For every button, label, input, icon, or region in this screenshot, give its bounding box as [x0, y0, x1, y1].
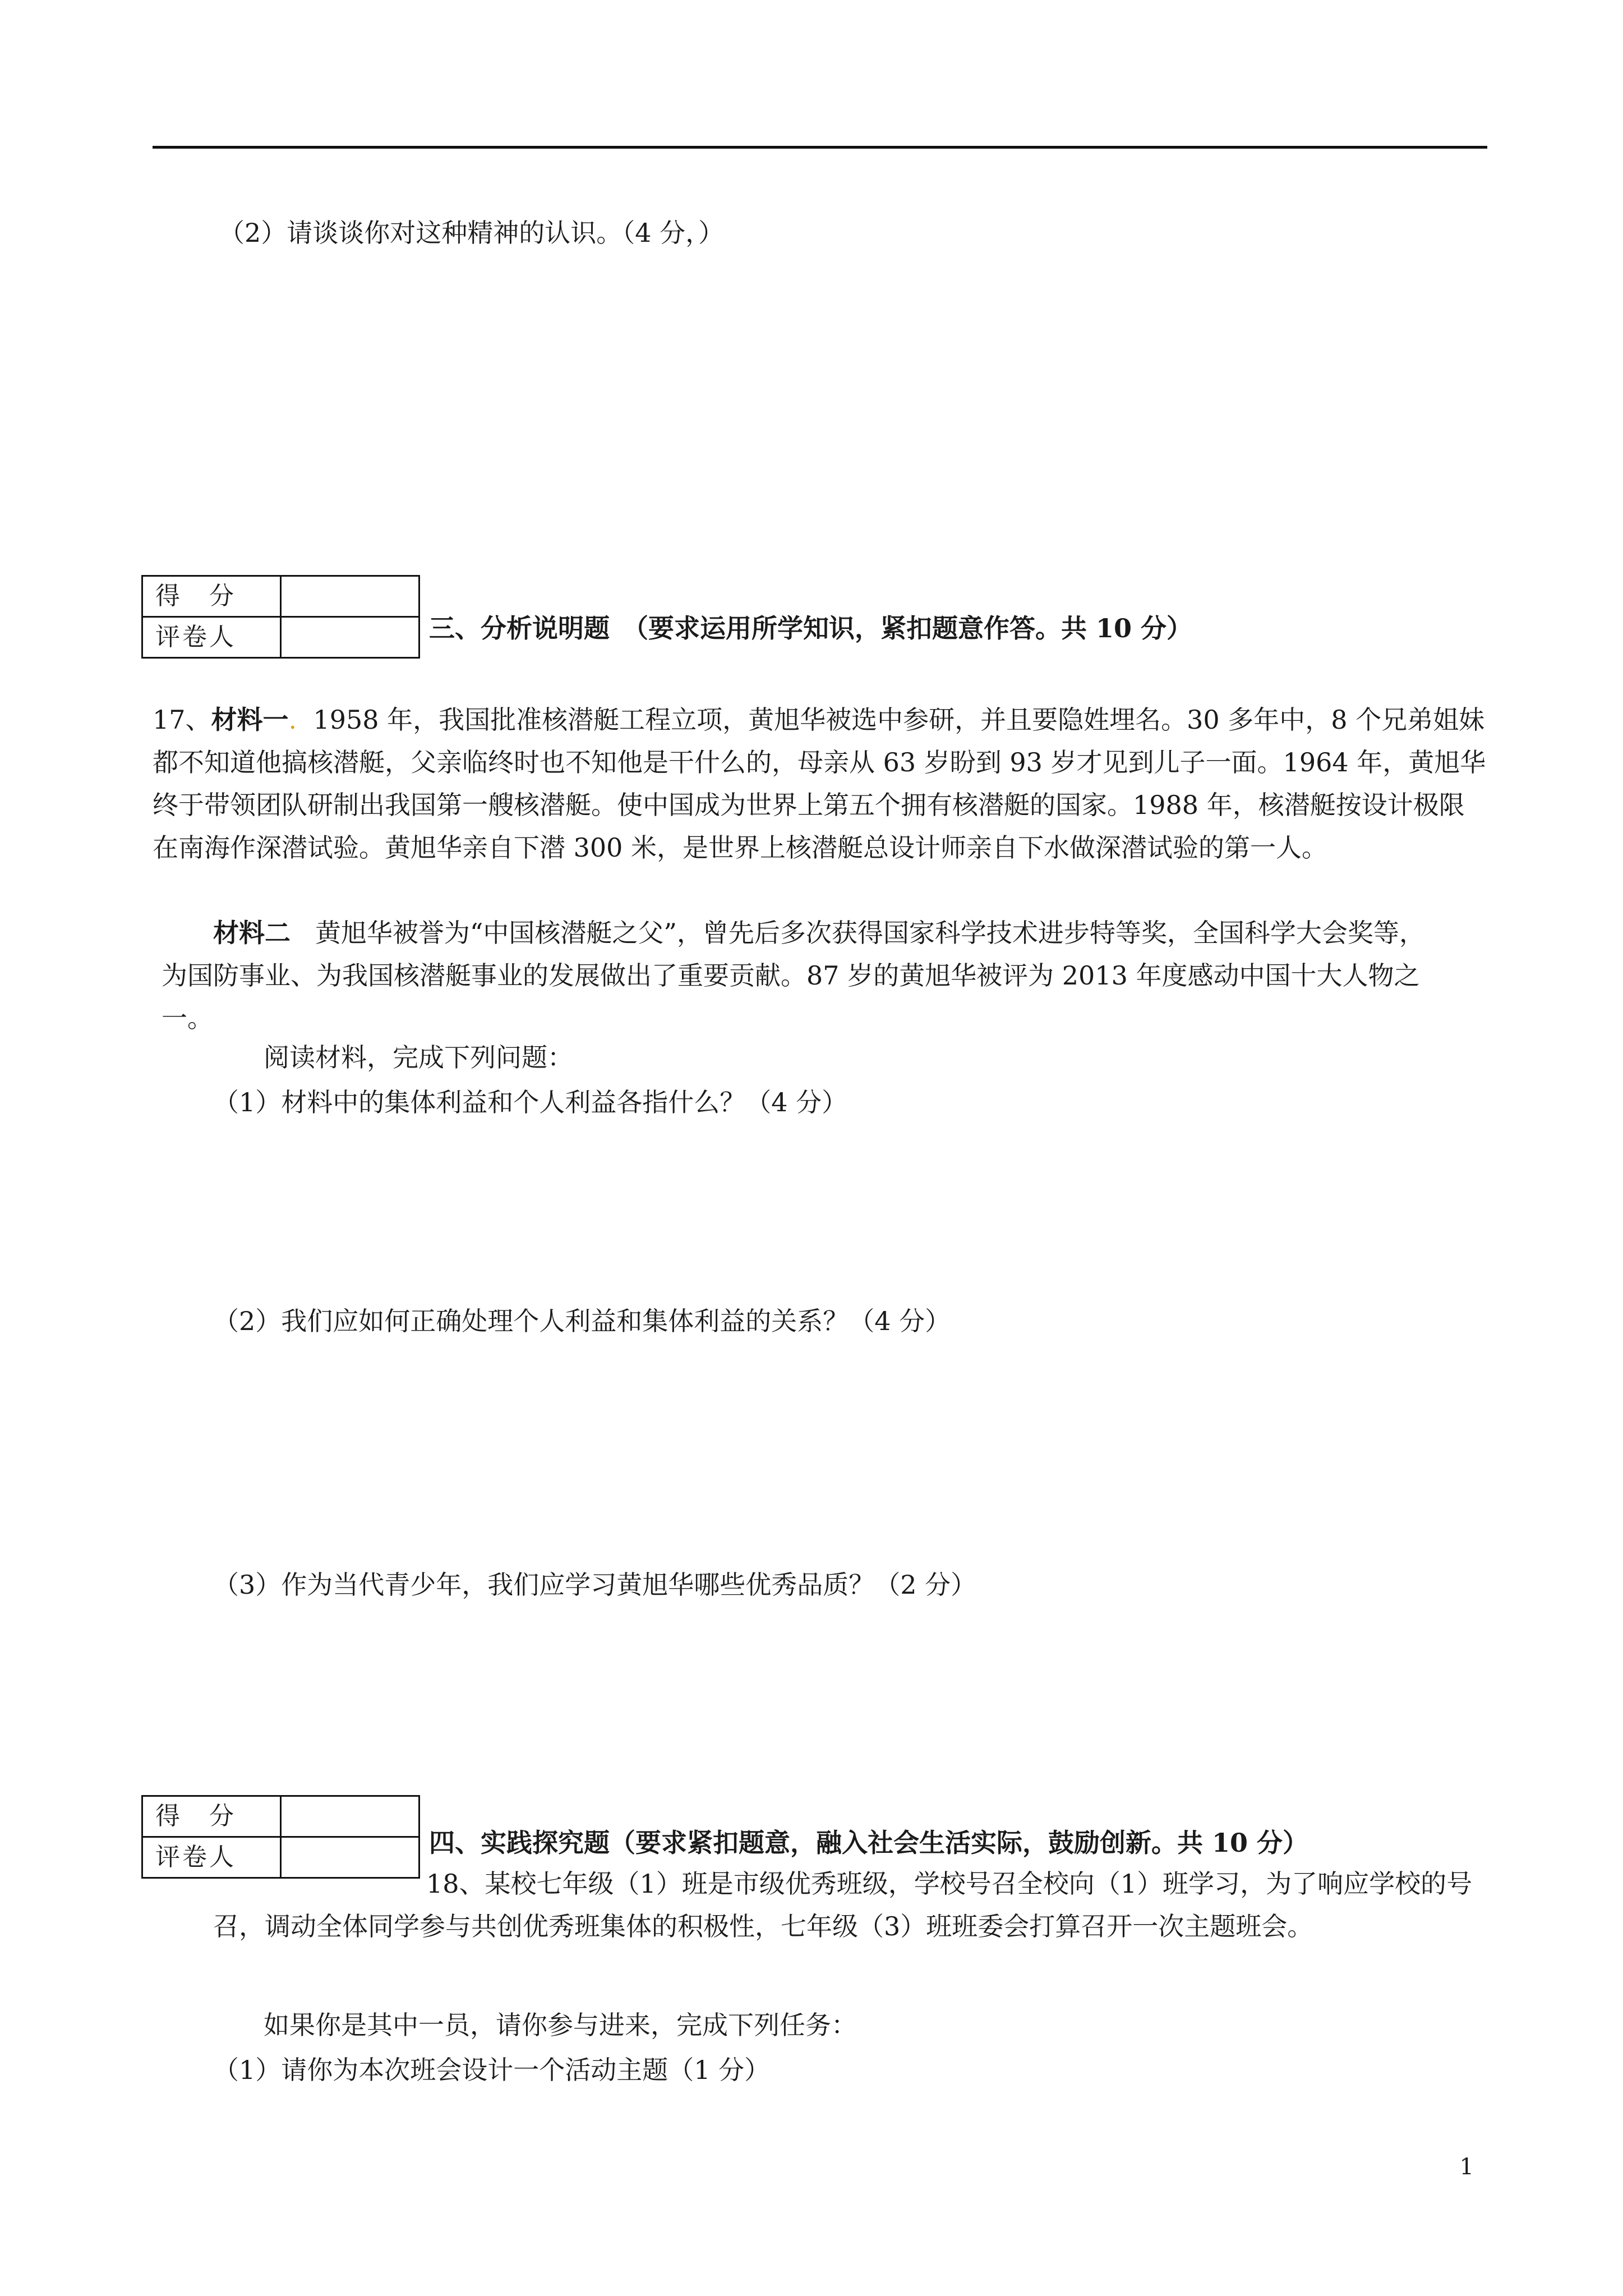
page-number: 1 [1459, 2154, 1474, 2180]
q17-question-3: （3）作为当代青少年，我们应学习黄旭华哪些优秀品质？（2 分） [213, 1570, 977, 1600]
q17-question-1: （1）材料中的集体利益和个人利益各指什么？（4 分） [213, 1087, 848, 1117]
section3-heading: 三、分析说明题 （要求运用所学知识，紧扣题意作答。共 10 分） [429, 613, 1193, 643]
q18-intro-text: 18、某校七年级（1）班是市级优秀班级，学校号召全校向（1）班学习，为了响应学校的号召，调动全体同学参与共创优秀班集体的积极性，七年级（3）班班委会打算召开一次主题班会。 [213, 1869, 1473, 1941]
material1-text: 1958 年，我国批准核潜艇工程立项，黄旭华被选中参研，并且要隐姓埋名。30 多年中，8 个兄弟姐妹都不知道他搞核潜艇，父亲临终时也不知他是干什么的，母亲从 63 岁盼到 93 岁才见到儿子一面。1964 年，黄旭华终于带领团队研制出我国第一艘核潜艇。使中国成为世界上第五个拥有核潜艇的国家。1988 年，核潜艇按设计极限在南海作深潜试验。黄旭华亲自下潜 300 米，是世界上核潜艇总设计师亲自下水做深潜试验的第一人。 [153, 705, 1486, 863]
q18-question-1: （1）请你为本次班会设计一个活动主题（1 分） [213, 2055, 771, 2085]
score-table-section3 [141, 575, 420, 659]
grader-label: 评卷人 [142, 1837, 281, 1878]
score-blank [281, 576, 419, 617]
q16-part2-question: （2）请谈谈你对这种精神的认识。（4 分，） [219, 218, 725, 248]
q17-material2 [162, 912, 1436, 1039]
q18-intro [213, 1862, 1487, 1948]
q17-material1: 17、材料一. 1958 年，我国批准核潜艇工程立项，黄旭华被选中参研，并且要隐姓埋名。30 多年中，8 个兄弟姐妹都不知道他搞核潜艇，父亲临终时也不知他是干什么的，母亲从 63 岁盼到 93 岁才见到儿子一面。1964 年，黄旭华终于带领团队研制出我国第一艘核潜艇。使中国成为世界上第五个拥有核潜艇的国家。1988 年，核潜艇按设计极限在南海作深潜试验。黄旭华亲自下潜 300 米，是世界上核潜艇总设计师亲自下水做深潜试验的第一人。 [153, 705, 1486, 863]
header-rule [153, 146, 1487, 149]
section4-heading: 四、实践探究题（要求紧扣题意，融入社会生活实际，鼓励创新。共 10 分） [429, 1828, 1309, 1858]
score-blank [281, 1796, 419, 1837]
q17-number: 17、 [153, 705, 211, 735]
grader-label: 评卷人 [142, 617, 281, 658]
score-label: 得 分 [142, 576, 281, 617]
material1-label: 材料一 [211, 705, 289, 735]
q18-instruction: 如果你是其中一员，请你参与进来，完成下列任务： [264, 2010, 857, 2040]
grader-blank [281, 617, 419, 658]
score-label: 得 分 [142, 1796, 281, 1837]
q17-question-2: （2）我们应如何正确处理个人利益和集体利益的关系？（4 分） [213, 1306, 951, 1336]
material2-label: 材料二 [213, 918, 291, 948]
q17-instruction: 阅读材料，完成下列问题： [264, 1042, 573, 1073]
material2-text: 黄旭华被誉为“中国核潜艇之父”，曾先后多次获得国家科学技术进步特等奖，全国科学大会奖等，为国防事业、为我国核潜艇事业的发展做出了重要贡献。87 岁的黄旭华被评为 2013 年度感动中国十大人物之一。 [162, 918, 1425, 1033]
